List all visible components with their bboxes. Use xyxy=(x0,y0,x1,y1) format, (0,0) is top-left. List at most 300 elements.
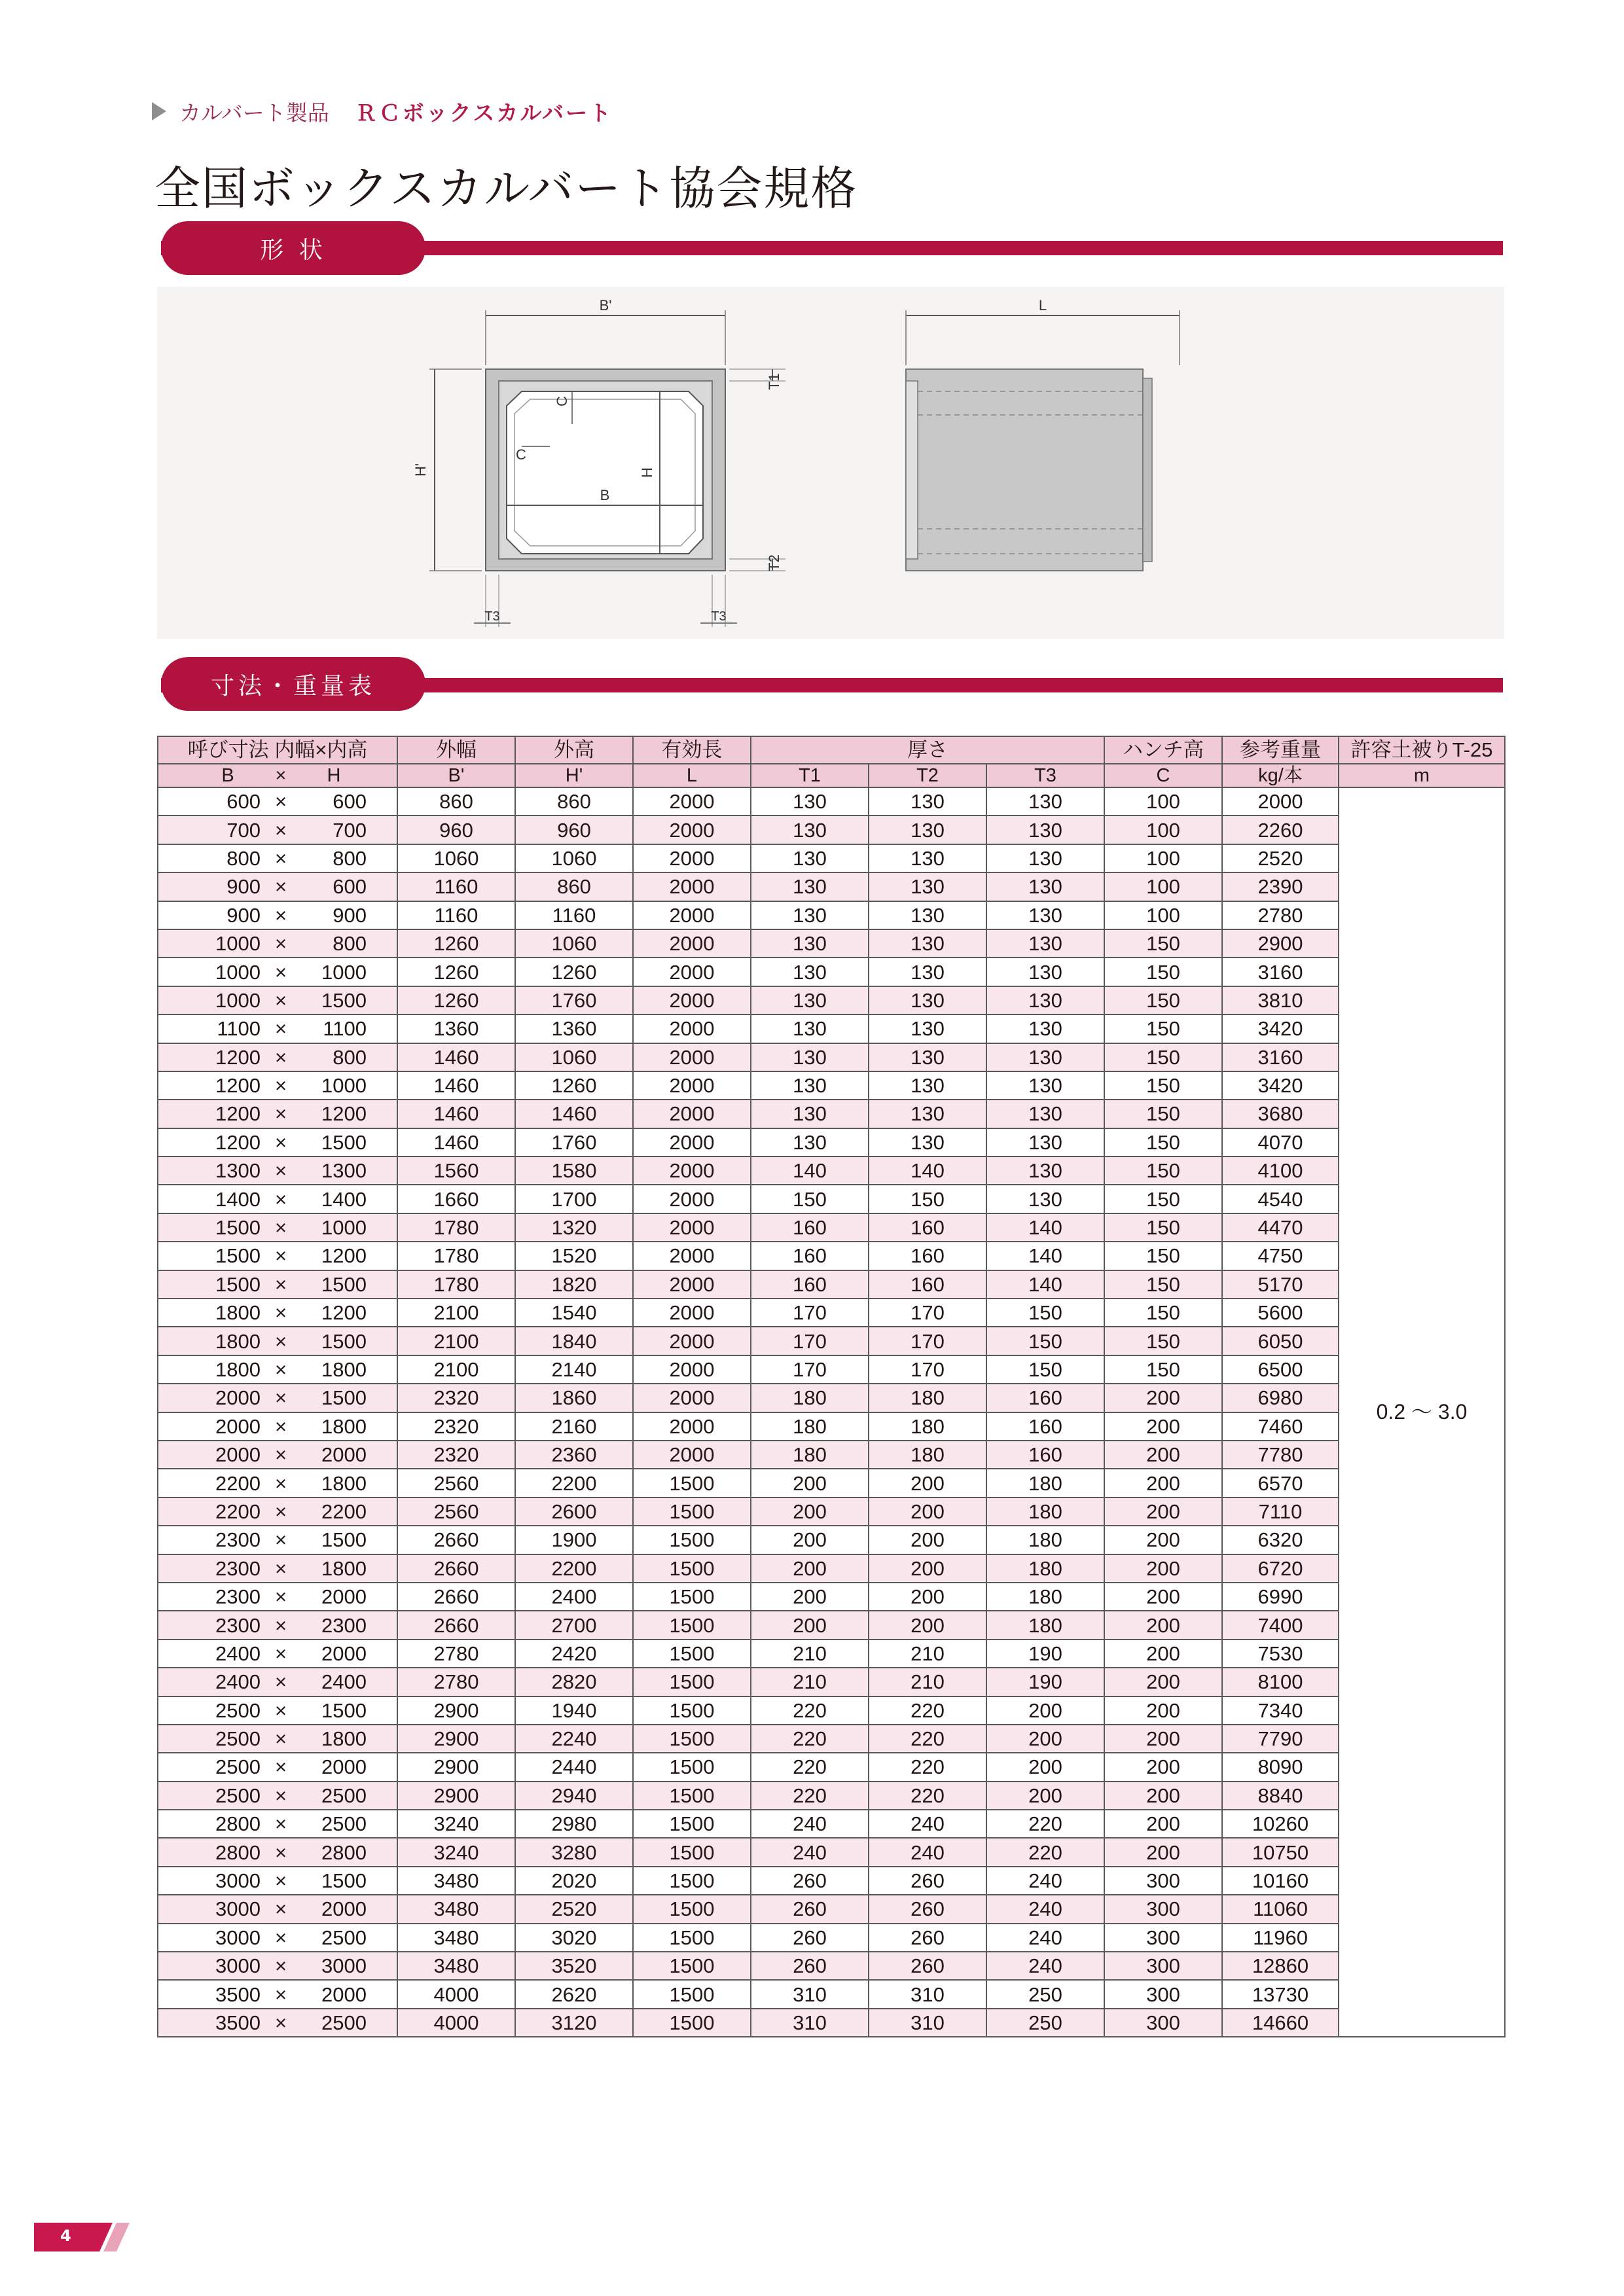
cell-h: 1100 xyxy=(323,1017,367,1041)
cell-c: 100 xyxy=(1104,816,1222,844)
table-row xyxy=(158,1071,1505,1100)
cell-t2: 220 xyxy=(869,1782,986,1810)
cell-h: 700 xyxy=(333,818,367,842)
cell-nominal-size xyxy=(158,1753,397,1781)
cell-nominal-size xyxy=(158,1128,397,1157)
cell-t3: 200 xyxy=(986,1753,1104,1781)
table-row xyxy=(158,1242,1505,1270)
cell-t3: 130 xyxy=(986,986,1104,1014)
cell-nominal-size xyxy=(158,929,397,958)
cell-h: 800 xyxy=(333,932,367,956)
cell-nominal-size xyxy=(158,1526,397,1554)
cell-h: 2000 xyxy=(321,1755,367,1779)
cell-b: 2300 xyxy=(215,1613,261,1637)
cell-t3: 130 xyxy=(986,901,1104,929)
cell-t3: 140 xyxy=(986,1213,1104,1242)
cell-t1: 160 xyxy=(751,1242,869,1270)
cell-h-prime: 1700 xyxy=(515,1185,633,1213)
cell-b-prime: 960 xyxy=(397,816,515,844)
cell-b: 2500 xyxy=(215,1784,261,1807)
table-row xyxy=(158,1611,1505,1639)
cell-l: 2000 xyxy=(633,787,751,816)
cell-h: 800 xyxy=(333,1045,367,1069)
cell-nominal-size xyxy=(158,1469,397,1497)
cell-h: 1800 xyxy=(321,1414,367,1438)
cell-t1: 200 xyxy=(751,1498,869,1526)
cell-times: × xyxy=(274,1840,287,1864)
cell-t2: 260 xyxy=(869,1924,986,1952)
breadcrumb-category: カルバート製品 xyxy=(179,99,329,126)
cell-t2: 130 xyxy=(869,901,986,929)
cell-h-prime: 3280 xyxy=(515,1838,633,1866)
table-row xyxy=(158,1753,1505,1781)
cell-l: 2000 xyxy=(633,1327,751,1355)
cell-times: × xyxy=(274,1585,287,1609)
cell-h-prime: 1160 xyxy=(515,901,633,929)
cell-t3: 200 xyxy=(986,1782,1104,1810)
cell-c: 200 xyxy=(1104,1611,1222,1639)
cell-b: 2300 xyxy=(215,1556,261,1580)
cell-nominal-size xyxy=(158,1924,397,1952)
cell-b: 2500 xyxy=(215,1755,261,1779)
cell-h-prime: 2140 xyxy=(515,1355,633,1384)
cell-t2: 150 xyxy=(869,1185,986,1213)
cell-nominal-size xyxy=(158,1299,397,1327)
cell-nominal-size xyxy=(158,1100,397,1128)
cell-b-prime: 2560 xyxy=(397,1469,515,1497)
cell-b: 1200 xyxy=(215,1074,261,1098)
cell-h-prime: 860 xyxy=(515,787,633,816)
cell-weight: 7530 xyxy=(1222,1640,1339,1668)
cell-times: × xyxy=(274,1244,287,1268)
cell-t2: 130 xyxy=(869,787,986,816)
cell-h-prime: 2980 xyxy=(515,1810,633,1838)
cell-times: × xyxy=(274,932,287,956)
cell-nominal-size xyxy=(158,1554,397,1583)
header-thickness: 厚さ xyxy=(751,736,1104,764)
cell-h: 1800 xyxy=(321,1358,367,1381)
table-row xyxy=(158,901,1505,929)
header-outer-height: 外高 xyxy=(515,736,633,764)
cell-b: 1000 xyxy=(215,960,261,984)
cell-b: 2000 xyxy=(215,1414,261,1438)
table-row xyxy=(158,1100,1505,1128)
cell-t1: 200 xyxy=(751,1611,869,1639)
cell-h-prime: 1260 xyxy=(515,958,633,986)
cell-h: 1500 xyxy=(321,1329,367,1353)
cell-h-prime: 3520 xyxy=(515,1952,633,1980)
cell-c: 200 xyxy=(1104,1725,1222,1753)
cell-times: × xyxy=(274,1755,287,1779)
label-h-prime: H' xyxy=(412,463,429,477)
cell-c: 150 xyxy=(1104,1270,1222,1299)
cell-b-prime: 1160 xyxy=(397,872,515,901)
header-h-prime: H' xyxy=(515,764,633,787)
cell-t3: 200 xyxy=(986,1725,1104,1753)
cell-t3: 180 xyxy=(986,1583,1104,1611)
cell-c: 150 xyxy=(1104,1327,1222,1355)
cell-c: 300 xyxy=(1104,1867,1222,1895)
cell-t2: 170 xyxy=(869,1327,986,1355)
cell-c: 100 xyxy=(1104,844,1222,872)
cell-c: 150 xyxy=(1104,1100,1222,1128)
cell-b: 1000 xyxy=(215,932,261,956)
cell-h-prime: 1760 xyxy=(515,986,633,1014)
cell-h-prime: 1820 xyxy=(515,1270,633,1299)
cell-weight: 8090 xyxy=(1222,1753,1339,1781)
cell-t1: 240 xyxy=(751,1810,869,1838)
cell-times: × xyxy=(274,1301,287,1325)
cell-h: 1000 xyxy=(321,1074,367,1098)
cell-l: 1500 xyxy=(633,1867,751,1895)
cell-t1: 220 xyxy=(751,1725,869,1753)
cell-b: 2800 xyxy=(215,1840,261,1864)
cell-times: × xyxy=(274,1017,287,1041)
table-row xyxy=(158,1526,1505,1554)
cell-t3: 250 xyxy=(986,2009,1104,2037)
header-c: C xyxy=(1104,764,1222,787)
cell-t3: 130 xyxy=(986,844,1104,872)
cell-l: 1500 xyxy=(633,1583,751,1611)
cell-nominal-size xyxy=(158,816,397,844)
cell-l: 1500 xyxy=(633,1725,751,1753)
label-t2: T2 xyxy=(766,554,782,571)
cell-c: 300 xyxy=(1104,1952,1222,1980)
label-h: H xyxy=(639,467,655,478)
cell-b: 3000 xyxy=(215,1897,261,1921)
cell-b-prime: 1780 xyxy=(397,1242,515,1270)
cell-weight: 10160 xyxy=(1222,1867,1339,1895)
cell-b-prime: 1460 xyxy=(397,1128,515,1157)
cell-weight: 7780 xyxy=(1222,1441,1339,1469)
cell-h: 2800 xyxy=(321,1840,367,1864)
header-b-prime: B' xyxy=(397,764,515,787)
cell-weight: 8100 xyxy=(1222,1668,1339,1696)
cell-t1: 130 xyxy=(751,787,869,816)
cell-l: 1500 xyxy=(633,1782,751,1810)
cell-weight: 5170 xyxy=(1222,1270,1339,1299)
cell-h-prime: 2240 xyxy=(515,1725,633,1753)
cell-t2: 160 xyxy=(869,1242,986,1270)
cell-c: 100 xyxy=(1104,787,1222,816)
cell-weight: 2780 xyxy=(1222,901,1339,929)
cell-h-prime: 1060 xyxy=(515,929,633,958)
table-row xyxy=(158,1980,1505,2008)
cell-t1: 200 xyxy=(751,1583,869,1611)
cell-weight: 11960 xyxy=(1222,1924,1339,1952)
cell-h-prime: 2520 xyxy=(515,1895,633,1923)
cell-h-prime: 1580 xyxy=(515,1157,633,1185)
cell-h: 2500 xyxy=(321,1784,367,1807)
cell-times: × xyxy=(274,1358,287,1381)
cell-b-prime: 2780 xyxy=(397,1640,515,1668)
cell-t3: 240 xyxy=(986,1895,1104,1923)
cell-t3: 130 xyxy=(986,929,1104,958)
cell-c: 200 xyxy=(1104,1498,1222,1526)
cell-b: 1300 xyxy=(215,1159,261,1183)
cell-weight: 2520 xyxy=(1222,844,1339,872)
cell-l: 1500 xyxy=(633,1611,751,1639)
table-row xyxy=(158,958,1505,986)
cell-t2: 310 xyxy=(869,2009,986,2037)
cell-weight: 6050 xyxy=(1222,1327,1339,1355)
cell-l: 2000 xyxy=(633,1213,751,1242)
cell-h: 3000 xyxy=(321,1954,367,1978)
cell-b-prime: 4000 xyxy=(397,2009,515,2037)
cell-weight: 6500 xyxy=(1222,1355,1339,1384)
cell-t1: 150 xyxy=(751,1185,869,1213)
cell-weight: 4100 xyxy=(1222,1157,1339,1185)
cell-b: 1500 xyxy=(215,1216,261,1240)
cell-t1: 200 xyxy=(751,1554,869,1583)
cell-b: 1800 xyxy=(215,1329,261,1353)
cell-h-prime: 3120 xyxy=(515,2009,633,2037)
cell-t2: 240 xyxy=(869,1810,986,1838)
box-inner-opening xyxy=(507,391,703,554)
cell-t2: 130 xyxy=(869,1043,986,1071)
cell-nominal-size xyxy=(158,1185,397,1213)
cell-nominal-size xyxy=(158,1867,397,1895)
cell-c: 200 xyxy=(1104,1696,1222,1725)
cell-times: × xyxy=(274,1897,287,1921)
cell-l: 1500 xyxy=(633,1554,751,1583)
cell-weight: 4750 xyxy=(1222,1242,1339,1270)
cell-t3: 160 xyxy=(986,1384,1104,1412)
cell-weight: 3680 xyxy=(1222,1100,1339,1128)
table-row xyxy=(158,787,1505,816)
cell-c: 200 xyxy=(1104,1640,1222,1668)
table-row xyxy=(158,1441,1505,1469)
cell-t1: 200 xyxy=(751,1469,869,1497)
cell-h-prime: 3020 xyxy=(515,1924,633,1952)
cell-times: × xyxy=(274,2011,287,2034)
cell-h: 800 xyxy=(333,846,367,870)
cell-b-prime: 1260 xyxy=(397,929,515,958)
table-row xyxy=(158,1327,1505,1355)
cell-h-prime: 1760 xyxy=(515,1128,633,1157)
cell-c: 100 xyxy=(1104,872,1222,901)
cell-c: 150 xyxy=(1104,1185,1222,1213)
cell-b-prime: 2900 xyxy=(397,1696,515,1725)
header-row xyxy=(158,736,1505,764)
cell-l: 2000 xyxy=(633,1299,751,1327)
cell-h: 600 xyxy=(333,790,367,814)
cell-nominal-size xyxy=(158,1327,397,1355)
cell-weight: 6570 xyxy=(1222,1469,1339,1497)
cell-weight: 7790 xyxy=(1222,1725,1339,1753)
cell-nominal-size xyxy=(158,1270,397,1299)
table-row xyxy=(158,1384,1505,1412)
cell-weight: 7340 xyxy=(1222,1696,1339,1725)
cell-times: × xyxy=(274,1954,287,1978)
header-times: × xyxy=(275,765,287,786)
cell-t3: 130 xyxy=(986,1185,1104,1213)
cell-t1: 160 xyxy=(751,1213,869,1242)
cell-h: 2000 xyxy=(321,1585,367,1609)
cell-t1: 180 xyxy=(751,1384,869,1412)
cell-t1: 170 xyxy=(751,1355,869,1384)
cell-times: × xyxy=(274,1159,287,1183)
cell-b-prime: 3480 xyxy=(397,1895,515,1923)
cell-l: 1500 xyxy=(633,1810,751,1838)
cell-t3: 130 xyxy=(986,1100,1104,1128)
cell-weight: 7110 xyxy=(1222,1498,1339,1526)
cell-h-prime: 1860 xyxy=(515,1384,633,1412)
cell-t2: 130 xyxy=(869,1128,986,1157)
table-row xyxy=(158,1355,1505,1384)
cell-c: 300 xyxy=(1104,2009,1222,2037)
cell-t2: 210 xyxy=(869,1668,986,1696)
cell-b: 2300 xyxy=(215,1585,261,1609)
table-row xyxy=(158,872,1505,901)
cell-t2: 160 xyxy=(869,1213,986,1242)
cell-nominal-size xyxy=(158,787,397,816)
cell-b-prime: 1260 xyxy=(397,986,515,1014)
cell-h-prime: 2620 xyxy=(515,1980,633,2008)
cell-t1: 130 xyxy=(751,872,869,901)
cell-l: 1500 xyxy=(633,1895,751,1923)
cell-h: 1500 xyxy=(321,1272,367,1296)
cell-l: 2000 xyxy=(633,1412,751,1441)
cell-t1: 180 xyxy=(751,1412,869,1441)
table-row xyxy=(158,1782,1505,1810)
cell-b-prime: 3240 xyxy=(397,1838,515,1866)
cell-t1: 260 xyxy=(751,1952,869,1980)
cell-h-prime: 960 xyxy=(515,816,633,844)
cell-l: 2000 xyxy=(633,986,751,1014)
cell-times: × xyxy=(274,1784,287,1807)
cell-t3: 150 xyxy=(986,1327,1104,1355)
cell-c: 150 xyxy=(1104,1355,1222,1384)
cell-c: 150 xyxy=(1104,1242,1222,1270)
cell-t2: 170 xyxy=(869,1299,986,1327)
cell-c: 150 xyxy=(1104,1043,1222,1071)
label-l: L xyxy=(1038,297,1047,314)
cell-h: 1500 xyxy=(321,1386,367,1410)
cell-nominal-size xyxy=(158,1412,397,1441)
breadcrumb xyxy=(152,97,613,126)
section-heading-shape: 形 状 xyxy=(161,221,425,275)
cell-c: 200 xyxy=(1104,1554,1222,1583)
cell-h-prime: 1900 xyxy=(515,1526,633,1554)
cell-allowable-cover: 0.2 ～ 3.0 xyxy=(1339,787,1505,2037)
cell-h-prime: 2600 xyxy=(515,1498,633,1526)
cell-t3: 180 xyxy=(986,1611,1104,1639)
cell-t3: 130 xyxy=(986,787,1104,816)
cell-t3: 160 xyxy=(986,1441,1104,1469)
cell-h: 1800 xyxy=(321,1727,367,1751)
cell-times: × xyxy=(274,1187,287,1211)
cell-b: 1100 xyxy=(217,1017,261,1041)
side-view-body xyxy=(906,369,1143,571)
cell-h: 1500 xyxy=(321,1698,367,1722)
cell-l: 1500 xyxy=(633,1952,751,1980)
cell-times: × xyxy=(274,1528,287,1552)
cell-h: 1000 xyxy=(321,1216,367,1240)
cell-b: 3000 xyxy=(215,1954,261,1978)
cell-b: 1200 xyxy=(215,1045,261,1069)
cell-nominal-size xyxy=(158,901,397,929)
cell-t3: 180 xyxy=(986,1554,1104,1583)
table-row xyxy=(158,1867,1505,1895)
cell-t2: 180 xyxy=(869,1384,986,1412)
cell-times: × xyxy=(274,1556,287,1580)
cell-c: 150 xyxy=(1104,1213,1222,1242)
cell-l: 1500 xyxy=(633,1526,751,1554)
cell-t2: 210 xyxy=(869,1640,986,1668)
header-cover-unit: m xyxy=(1339,764,1505,787)
cell-t2: 160 xyxy=(869,1270,986,1299)
cell-t2: 130 xyxy=(869,929,986,958)
table-row xyxy=(158,1696,1505,1725)
cell-t1: 130 xyxy=(751,1128,869,1157)
cell-weight: 2000 xyxy=(1222,787,1339,816)
cell-l: 1500 xyxy=(633,1469,751,1497)
cell-times: × xyxy=(274,1216,287,1240)
cell-nominal-size xyxy=(158,1895,397,1923)
cell-nominal-size xyxy=(158,1014,397,1043)
cell-t1: 130 xyxy=(751,1071,869,1100)
cell-t1: 260 xyxy=(751,1867,869,1895)
cell-b-prime: 1460 xyxy=(397,1043,515,1071)
cell-l: 2000 xyxy=(633,1441,751,1469)
cell-times: × xyxy=(274,1386,287,1410)
cell-c: 150 xyxy=(1104,986,1222,1014)
cell-t2: 130 xyxy=(869,986,986,1014)
cell-b-prime: 4000 xyxy=(397,1980,515,2008)
cell-l: 1500 xyxy=(633,1924,751,1952)
header-b-x-h xyxy=(158,764,397,787)
cell-nominal-size xyxy=(158,1043,397,1071)
header-t3: T3 xyxy=(986,764,1104,787)
cell-t1: 220 xyxy=(751,1696,869,1725)
cell-b-prime: 2660 xyxy=(397,1611,515,1639)
cell-t3: 240 xyxy=(986,1924,1104,1952)
cell-h-prime: 1060 xyxy=(515,844,633,872)
cell-t1: 310 xyxy=(751,2009,869,2037)
cell-t2: 140 xyxy=(869,1157,986,1185)
cell-l: 2000 xyxy=(633,872,751,901)
cell-t2: 260 xyxy=(869,1952,986,1980)
breadcrumb-product: ＲＣボックスカルバート xyxy=(355,99,613,126)
shape-diagram xyxy=(157,287,1504,639)
table-row xyxy=(158,1128,1505,1157)
cell-t3: 190 xyxy=(986,1640,1104,1668)
table-row xyxy=(158,1469,1505,1497)
cell-h-prime: 1540 xyxy=(515,1299,633,1327)
cell-l: 1500 xyxy=(633,1753,751,1781)
cell-b: 1800 xyxy=(215,1358,261,1381)
cell-h-prime: 2820 xyxy=(515,1668,633,1696)
header-outer-width: 外幅 xyxy=(397,736,515,764)
cell-h-prime: 1460 xyxy=(515,1100,633,1128)
cell-h: 2500 xyxy=(321,1926,367,1949)
cell-weight: 3810 xyxy=(1222,986,1339,1014)
header-cover: 許容土被りT-25 xyxy=(1339,736,1505,764)
cell-b-prime: 2100 xyxy=(397,1355,515,1384)
cell-b-prime: 2900 xyxy=(397,1782,515,1810)
cell-h-prime: 1320 xyxy=(515,1213,633,1242)
cell-b-prime: 1660 xyxy=(397,1185,515,1213)
cell-t2: 200 xyxy=(869,1583,986,1611)
cell-t1: 160 xyxy=(751,1270,869,1299)
cell-c: 150 xyxy=(1104,1128,1222,1157)
cell-weight: 2390 xyxy=(1222,872,1339,901)
cell-h: 1200 xyxy=(321,1102,367,1126)
cell-b: 2400 xyxy=(215,1670,261,1694)
cell-nominal-size xyxy=(158,1242,397,1270)
cell-t2: 130 xyxy=(869,872,986,901)
